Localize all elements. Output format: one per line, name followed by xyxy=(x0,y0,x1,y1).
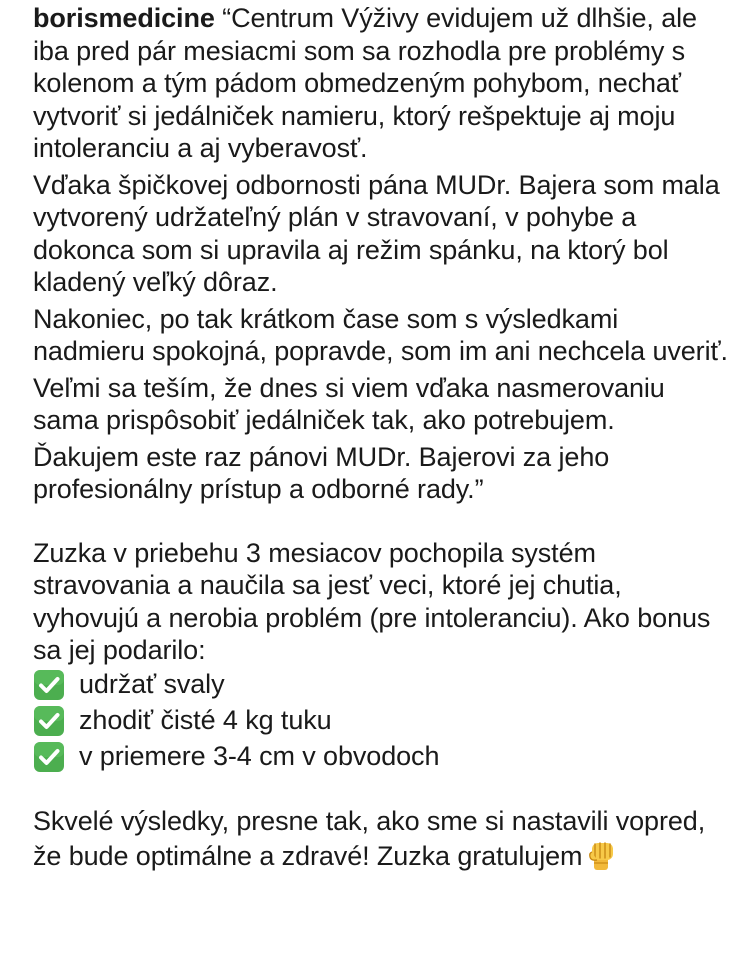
quote-paragraph-1: “Centrum Výživy evidujem už dlhšie, ale iba pred pár mesiacmi som sa rozhodla pre problémy s kolenom a tým pádom obmedzeným pohybom, nechať vytvoriť si jedálniček namieru, ktorý rešpektuje aj moju intoleranciu a aj vyberavosť. xyxy=(33,3,697,163)
closing-text: Skvelé výsledky, presne tak, ako sme si nastavili vopred, že bude optimálne a zdravé! Zuzka gratulujem xyxy=(33,805,706,871)
caption-first-paragraph xyxy=(33,2,733,165)
post-caption xyxy=(33,2,733,877)
checklist-item xyxy=(33,739,733,775)
closing-paragraph xyxy=(33,805,733,873)
username-link[interactable]: borismedicine xyxy=(33,3,215,33)
quote-paragraph-4: Veľmi sa teším, že dnes si viem vďaka nasmerovaniu sama prispôsobiť jedálniček tak, ako potrebujem. xyxy=(33,372,665,435)
checklist-item xyxy=(33,667,733,703)
paragraph-spacer xyxy=(33,510,733,537)
quote-paragraph-3: Nakoniec, po tak krátkom čase som s výsledkami nadmieru spokojná, popravde, som im ani nechcela uveriť. xyxy=(33,303,728,366)
quote-paragraph-2: Vďaka špičkovej odbornosti pána MUDr. Bajera som mala vytvorený udržateľný plán v stravovaní, v pohybe a dokonca som si upravila aj režim spánku, na ktorý bol kladený veľký dôraz. xyxy=(33,169,720,297)
check-mark-button-icon xyxy=(33,705,65,737)
results-checklist xyxy=(33,667,733,775)
checklist-item-text: udržať svaly xyxy=(79,669,225,700)
check-mark-button-icon xyxy=(33,669,65,701)
checklist-item xyxy=(33,703,733,739)
summary-paragraph: Zuzka v priebehu 3 mesiacov pochopila systém stravovania a naučila sa jesť veci, ktoré jej chutia, vyhovujú a nerobia problém (pre intoleranciu). Ako bonus sa jej podarilo: xyxy=(33,537,711,665)
check-mark-button-icon xyxy=(33,741,65,773)
quote-paragraph-5: Ďakujem este raz pánovi MUDr. Bajerovi za jeho profesionálny prístup a odborné rady.” xyxy=(33,441,610,504)
raised-fist-icon xyxy=(586,837,618,871)
checklist-item-text: v priemere 3-4 cm v obvodoch xyxy=(79,741,440,772)
paragraph-spacer xyxy=(33,775,733,805)
checklist-item-text: zhodiť čisté 4 kg tuku xyxy=(79,705,332,736)
